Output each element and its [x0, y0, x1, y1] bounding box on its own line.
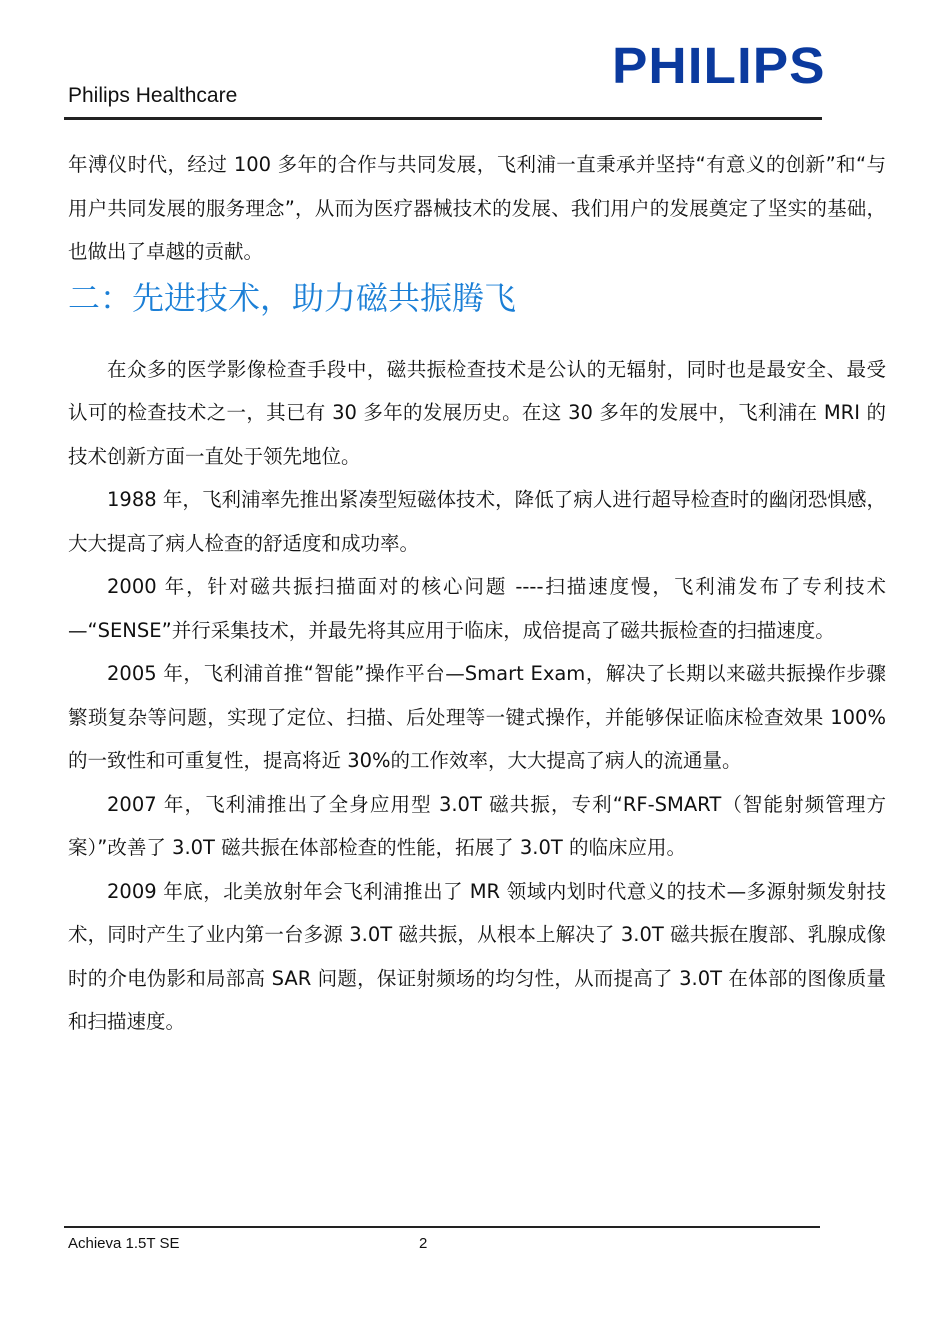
body-paragraph: 在众多的医学影像检查手段中，磁共振检查技术是公认的无辐射，同时也是最安全、最受认可的检查技术之一，其已有 30 多年的发展历史。在这 30 多年的发展中，飞利浦在 MRI 的技术创新方面一直处于领先地位。: [68, 357, 886, 468]
body-paragraph: 2005 年，飞利浦首推“智能”操作平台—Smart Exam，解决了长期以来磁共振操作步骤繁琐复杂等问题，实现了定位、扫描、后处理等一键式操作，并能够保证临床检查效果 100%的一致性和可重复性，提高将近 30%的工作效率，大大提高了病人的流通量。: [68, 662, 886, 772]
body-paragraph: 2007 年，飞利浦推出了全身应用型 3.0T 磁共振，专利“RF-SMART（智能射频管理方案）”改善了 3.0T 磁共振在体部检查的性能，拓展了 3.0T 的临床应用。: [68, 792, 886, 859]
body-paragraph: 2009 年底，北美放射年会飞利浦推出了 MR 领域内划时代意义的技术—多源射频发射技术，同时产生了业内第一台多源 3.0T 磁共振，从根本上解决了 3.0T 磁共振在腹部、乳腺成像时的介电伪影和局部高 SAR 问题，保证射频场的均匀性，从而提高了 3.0T 在体部的图像质量和扫描速度。: [68, 879, 886, 1033]
section-heading: 二：先进技术，助力磁共振腾飞: [68, 278, 517, 317]
page-number: 2: [419, 1235, 428, 1252]
body-paragraph: 1988 年，飞利浦率先推出紧凑型短磁体技术，降低了病人进行超导检查时的幽闭恐惧感，大大提高了病人检查的舒适度和成功率。: [68, 488, 886, 555]
footer-divider: [64, 1226, 820, 1228]
philips-logo: PHILIPS: [612, 37, 826, 94]
header-company-name: Philips Healthcare: [68, 84, 238, 107]
body-paragraph: 2000 年，针对磁共振扫描面对的核心问题 ----扫描速度慢，飞利浦发布了专利技术—“SENSE”并行采集技术，并最先将其应用于临床，成倍提高了磁共振检查的扫描速度。: [68, 575, 886, 642]
intro-paragraph: 年溥仪时代，经过 100 多年的合作与共同发展，飞利浦一直秉承并坚持“有意义的创新”和“与用户共同发展的服务理念”，从而为医疗器械技术的发展、我们用户的发展奠定了坚实的基础，也做出了卓越的贡献。: [68, 153, 886, 263]
document-body: [68, 143, 886, 1044]
footer-product-name: Achieva 1.5T SE: [68, 1235, 180, 1252]
header-divider: [64, 117, 822, 120]
